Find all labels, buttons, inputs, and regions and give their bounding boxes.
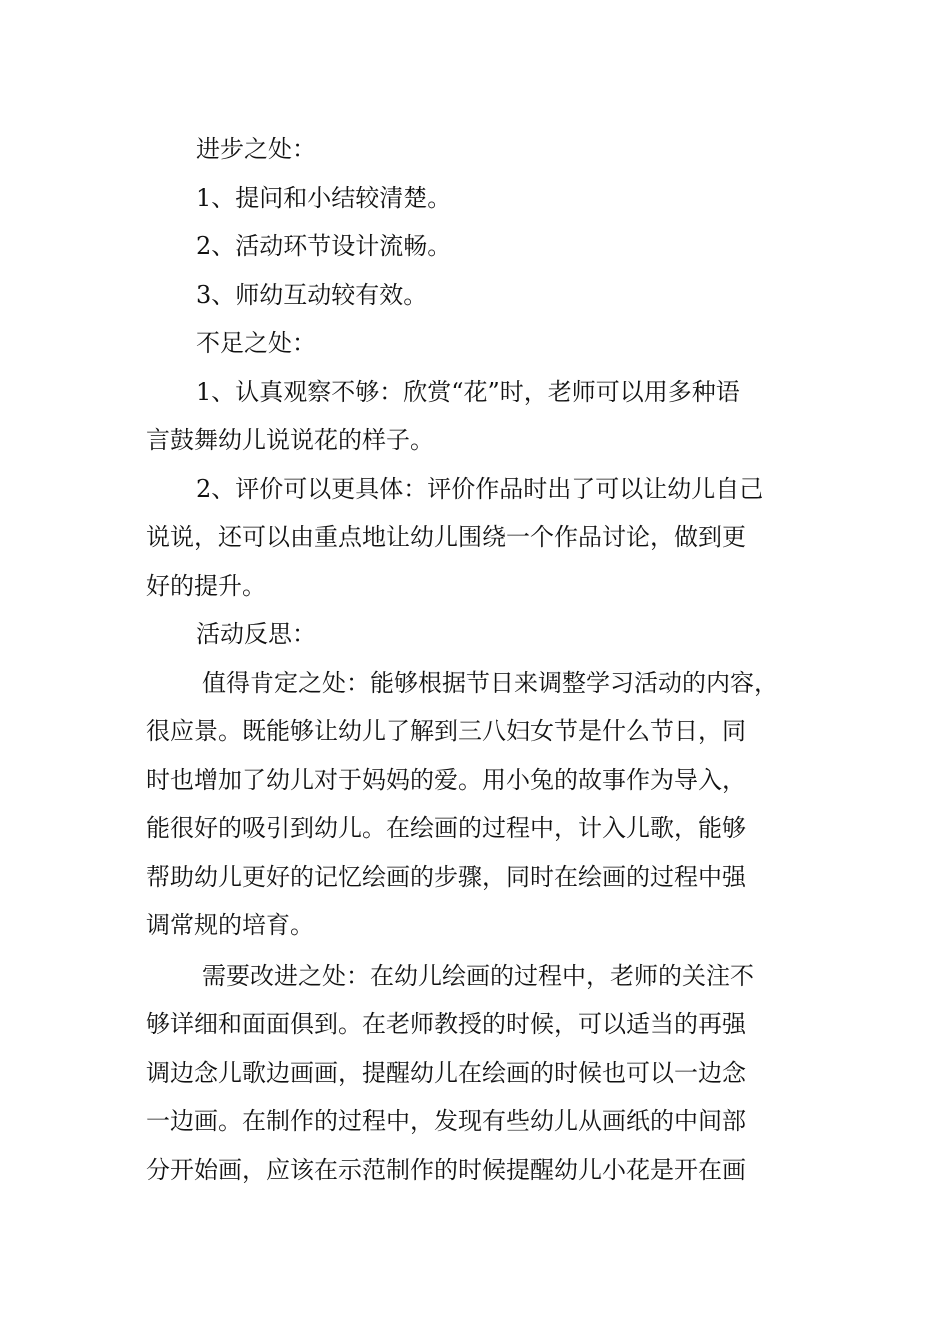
affirm-paragraph-line: 能很好的吸引到幼儿。在绘画的过程中，计入儿歌，能够: [146, 814, 746, 842]
shortfall-paragraph-line: 说说，还可以由重点地让幼儿围绕一个作品讨论，做到更: [146, 523, 746, 551]
improve-paragraph-line: 调边念儿歌边画画，提醒幼儿在绘画的时候也可以一边念: [146, 1058, 746, 1087]
improve-paragraph-line: 需要改进之处：在幼儿绘画的过程中，老师的关注不: [202, 961, 754, 990]
shortfall-paragraph-line: 言鼓舞幼儿说说花的样子。: [146, 426, 434, 454]
document-body: [146, 125, 816, 1194]
shortfall-paragraph-line: 1、认真观察不够：欣赏“花”时，老师可以用多种语: [196, 377, 740, 406]
improve-paragraph-line: 一边画。在制作的过程中，发现有些幼儿从画纸的中间部: [146, 1107, 746, 1135]
affirm-paragraph-line: 时也增加了幼儿对于妈妈的爱。用小兔的故事作为导入，: [146, 765, 746, 794]
affirm-paragraph-line: 调常规的培育。: [146, 911, 314, 939]
affirm-paragraph-line: 值得肯定之处：能够根据节日来调整学习活动的内容，: [202, 668, 778, 697]
affirm-paragraph-line: 很应景。既能够让幼儿了解到三八妇女节是什么节日，同: [146, 717, 746, 745]
affirm-paragraph-line: 帮助幼儿更好的记忆绘画的步骤，同时在绘画的过程中强: [146, 862, 746, 891]
reflection-heading: 活动反思：: [196, 620, 316, 648]
shortfall-heading: 不足之处：: [196, 329, 316, 357]
progress-item: 1、提问和小结较清楚。: [196, 183, 452, 212]
shortfall-paragraph-line: 好的提升。: [146, 571, 266, 600]
improve-paragraph-line: 分开始画，应该在示范制作的时候提醒幼儿小花是开在画: [146, 1155, 746, 1184]
improve-paragraph-line: 够详细和面面俱到。在老师教授的时候，可以适当的再强: [146, 1010, 746, 1038]
progress-item: 2、活动环节设计流畅。: [196, 232, 452, 260]
progress-heading: 进步之处：: [196, 135, 316, 163]
progress-item: 3、师幼互动较有效。: [196, 280, 428, 309]
shortfall-paragraph-line: 2、评价可以更具体：评价作品时出了可以让幼儿自己: [196, 474, 764, 503]
